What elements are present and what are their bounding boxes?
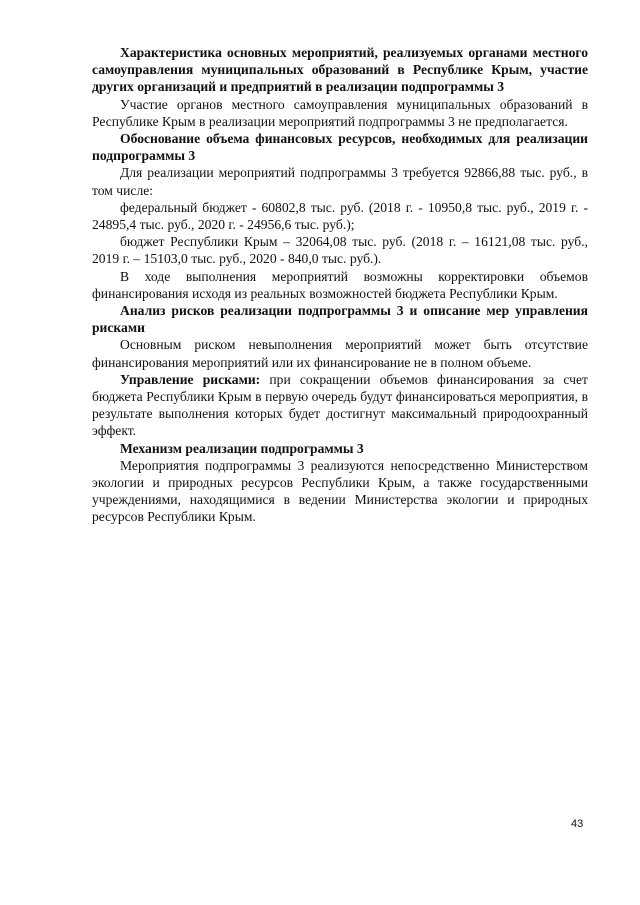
- document-page: [92, 44, 588, 526]
- paragraph-participation: Участие органов местного самоуправления муниципальных образований в Республике Крым в реализации мероприятий подпрограммы 3 не предполагается.: [92, 96, 588, 129]
- heading-mechanism: Механизм реализации подпрограммы 3: [120, 440, 364, 456]
- paragraph-adjustments: В ходе выполнения мероприятий возможны корректировки объемов финансирования исходя из реальных возможностей бюджета Республики Крым.: [92, 268, 588, 301]
- heading-characteristics: Характеристика основных мероприятий, реализуемых органами местного самоуправления муниципальных образований в Республике Крым, участие других организаций и предприятий в реализации подпрограммы 3: [92, 45, 588, 95]
- paragraph-main-risk: Основным риском невыполнения мероприятий может быть отсутствие финансирования мероприятий или их финансирование не в полном объеме.: [92, 337, 588, 370]
- paragraph-funding-total: Для реализации мероприятий подпрограммы 3 требуется 92866,88 тыс. руб., в том числе:: [92, 165, 588, 198]
- heading-risk-analysis: Анализ рисков реализации подпрограммы 3 и описание мер управления рисками: [92, 303, 588, 336]
- risk-management-label: Управление рисками:: [120, 371, 261, 387]
- paragraph-risk-management: [92, 371, 588, 440]
- paragraph-federal-budget: федеральный бюджет - 60802,8 тыс. руб. (2018 г. - 10950,8 тыс. руб., 2019 г. - 24895,4 тыс. руб., 2020 г. - 24956,6 тыс. руб.);: [92, 199, 588, 233]
- paragraph-crimea-budget: бюджет Республики Крым – 32064,08 тыс. руб. (2018 г. – 16121,08 тыс. руб., 2019 г. – 15103,0 тыс. руб., 2020 - 840,0 тыс. руб.).: [92, 234, 588, 267]
- risk-management-text: при сокращении объемов финансирования за счет бюджета Республики Крым в первую очередь будут финансироваться мероприятия, в результате выполнения которых будет достигнут максимальный природоохранный эффект.: [92, 371, 588, 439]
- page-number: 43: [571, 818, 584, 830]
- paragraph-mechanism: Мероприятия подпрограммы 3 реализуются непосредственно Министерством экологии и природных ресурсов Республики Крым, а также государственными учреждениями, находящимися в ведении Министерства экологии и природных ресурсов Республики Крым.: [92, 457, 588, 525]
- heading-funding: Обоснование объема финансовых ресурсов, необходимых для реализации подпрограммы 3: [92, 131, 588, 164]
